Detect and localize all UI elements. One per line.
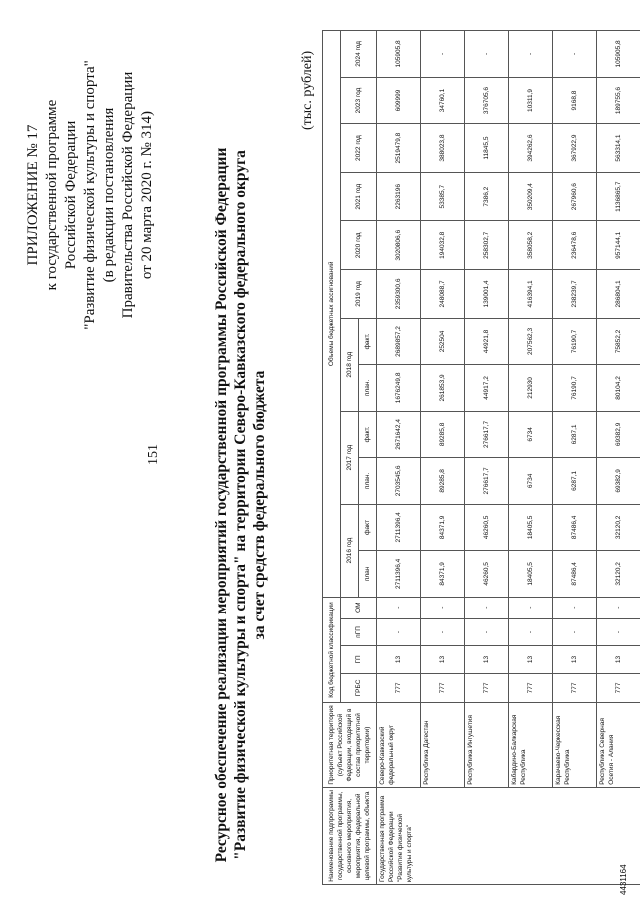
grbs-cell: 777 xyxy=(597,673,640,703)
value-cell: 6734 xyxy=(509,411,553,457)
value-cell: - xyxy=(421,31,465,78)
value-cell: 3020806,6 xyxy=(377,221,421,270)
pgp-cell: - xyxy=(377,618,421,645)
value-cell: 276617,7 xyxy=(465,411,509,457)
appendix-line: Российской Федерации xyxy=(63,120,79,270)
table-row xyxy=(377,31,421,885)
territory-cell: Кабардино-Балкарская Республика xyxy=(509,703,553,788)
title-line: "Развитие физической культуры и спорта" на территории Северо-Кавказского федерального округа xyxy=(232,150,249,860)
header-2018-fact: факт. xyxy=(359,318,377,364)
value-cell: 89285,8 xyxy=(421,411,465,457)
table-row xyxy=(421,31,465,885)
value-cell: 46260,5 xyxy=(465,504,509,550)
om-cell: - xyxy=(377,597,421,618)
page-number: 151 xyxy=(146,444,161,465)
appendix-line: Правительства Российской Федерации xyxy=(120,71,136,319)
value-cell: 212930 xyxy=(509,365,553,411)
appendix-line: (в редакции постановления xyxy=(101,107,117,283)
gp-cell: 13 xyxy=(509,646,553,673)
value-cell: 6734 xyxy=(509,458,553,504)
value-cell: 84371,9 xyxy=(421,504,465,550)
header-2022: 2022 год xyxy=(341,124,377,173)
pgp-cell: - xyxy=(465,618,509,645)
value-cell: 267960,6 xyxy=(553,172,597,221)
value-cell: 44921,8 xyxy=(465,318,509,364)
value-cell: 89285,8 xyxy=(421,458,465,504)
value-cell: 376705,6 xyxy=(465,77,509,123)
territory-cell: Республика Ингушетия xyxy=(465,703,509,788)
value-cell: 276617,7 xyxy=(465,458,509,504)
appendix-header xyxy=(24,25,157,365)
header-budget-code: Код бюджетной классификации xyxy=(323,597,341,703)
value-cell: 261853,9 xyxy=(421,365,465,411)
territory-cell: Карачаево-Черкесская Республика xyxy=(553,703,597,788)
value-cell: 53385,7 xyxy=(421,172,465,221)
gp-cell: 13 xyxy=(597,646,640,673)
value-cell: 416394,1 xyxy=(509,270,553,319)
document-id-number: 4431164 xyxy=(619,864,628,895)
header-2016: 2016 год xyxy=(341,504,359,597)
appendix-line: от 20 марта 2020 г. № 314) xyxy=(139,110,155,280)
value-cell: 44917,2 xyxy=(465,365,509,411)
header-2018-plan: план. xyxy=(359,365,377,411)
value-cell: 9168,8 xyxy=(553,77,597,123)
value-cell: 350209,4 xyxy=(509,172,553,221)
value-cell: 563314,1 xyxy=(597,124,640,173)
value-cell: 87486,4 xyxy=(553,551,597,597)
pgp-cell: - xyxy=(553,618,597,645)
value-cell: 18405,5 xyxy=(509,551,553,597)
value-cell: 11845,5 xyxy=(465,124,509,173)
value-cell: 388023,8 xyxy=(421,124,465,173)
header-2024: 2024 год xyxy=(341,31,377,78)
header-gp: ГП xyxy=(341,646,377,673)
value-cell: 2689857,2 xyxy=(377,318,421,364)
value-cell: 2359300,6 xyxy=(377,270,421,319)
header-2021: 2021 год xyxy=(341,172,377,221)
value-cell: 238239,7 xyxy=(553,270,597,319)
header-2019: 2019 год xyxy=(341,270,377,319)
value-cell: - xyxy=(465,31,509,78)
value-cell: 87486,4 xyxy=(553,504,597,550)
table-row xyxy=(509,31,553,885)
value-cell: 367922,9 xyxy=(553,124,597,173)
territory-cell: Северо-Кавказский федеральный округ xyxy=(377,703,421,788)
gp-cell: 13 xyxy=(553,646,597,673)
grbs-cell: 777 xyxy=(509,673,553,703)
value-cell: 358058,2 xyxy=(509,221,553,270)
value-cell: 2711396,4 xyxy=(377,551,421,597)
value-cell: 80104,2 xyxy=(597,365,640,411)
gp-cell: 13 xyxy=(465,646,509,673)
header-name: Наименование подпрограммы государственной программы, основного мероприятия, мероприятия, федеральной целевой программы, объекта xyxy=(323,787,377,884)
value-cell: 105905,8 xyxy=(597,31,640,78)
value-cell: 105905,8 xyxy=(377,31,421,78)
grbs-cell: 777 xyxy=(421,673,465,703)
value-cell: 236478,6 xyxy=(553,221,597,270)
program-name-cell: Государственная программа Российской Федерации "Развитие физической культуры и спорта" xyxy=(377,787,640,884)
gp-cell: 13 xyxy=(421,646,465,673)
territory-cell: Республика Северная Осетия - Алания xyxy=(597,703,640,788)
value-cell: 46260,5 xyxy=(465,551,509,597)
grbs-cell: 777 xyxy=(553,673,597,703)
value-cell: 84371,9 xyxy=(421,551,465,597)
header-volumes: Объемы бюджетных ассигнований xyxy=(323,31,341,598)
header-pgp: пГП xyxy=(341,618,377,645)
value-cell: 2519479,8 xyxy=(377,124,421,173)
value-cell: 2703545,6 xyxy=(377,458,421,504)
value-cell: 957144,1 xyxy=(597,221,640,270)
header-2016-fact: факт xyxy=(359,504,377,550)
grbs-cell: 777 xyxy=(465,673,509,703)
header-2018: 2018 год xyxy=(341,318,359,411)
appendix-line: ПРИЛОЖЕНИЕ № 17 xyxy=(25,124,41,266)
value-cell: 194032,8 xyxy=(421,221,465,270)
header-2020: 2020 год xyxy=(341,221,377,270)
value-cell: 252504 xyxy=(421,318,465,364)
value-cell: 75852,2 xyxy=(597,318,640,364)
value-cell: 7386,2 xyxy=(465,172,509,221)
header-om: ОМ xyxy=(341,597,377,618)
value-cell: 2671642,4 xyxy=(377,411,421,457)
value-cell: 34760,1 xyxy=(421,77,465,123)
value-cell: 609999 xyxy=(377,77,421,123)
value-cell: - xyxy=(509,31,553,78)
territory-cell: Республика Дагестан xyxy=(421,703,465,788)
appendix-line: "Развитие физической культуры и спорта" xyxy=(82,60,98,330)
table-row xyxy=(465,31,509,885)
value-cell: 6287,1 xyxy=(553,411,597,457)
value-cell: 76190,7 xyxy=(553,318,597,364)
value-cell: 258302,7 xyxy=(465,221,509,270)
resource-table xyxy=(322,30,640,885)
value-cell: 2711396,4 xyxy=(377,504,421,550)
header-grbs: ГРБС xyxy=(341,673,377,703)
header-2017-fact: факт. xyxy=(359,411,377,457)
header-2017: 2017 год xyxy=(341,411,359,504)
value-cell: 76190,7 xyxy=(553,365,597,411)
value-cell: 286804,1 xyxy=(597,270,640,319)
value-cell: 32120,2 xyxy=(597,551,640,597)
om-cell: - xyxy=(597,597,640,618)
grbs-cell: 777 xyxy=(377,673,421,703)
header-territory: Приоритетная территория (субъект Российской Федерации, входящий в состав приоритетной территории) xyxy=(323,703,377,788)
value-cell: 2263196 xyxy=(377,172,421,221)
header-2017-plan: план. xyxy=(359,458,377,504)
value-cell: 248088,7 xyxy=(421,270,465,319)
pgp-cell: - xyxy=(509,618,553,645)
value-cell: 139001,4 xyxy=(465,270,509,319)
units-label: (тыс. рублей) xyxy=(300,50,315,130)
value-cell: 1136865,7 xyxy=(597,172,640,221)
pgp-cell: - xyxy=(597,618,640,645)
value-cell: 69382,9 xyxy=(597,458,640,504)
header-2016-plan: план xyxy=(359,551,377,597)
value-cell: 394262,6 xyxy=(509,124,553,173)
appendix-line: к государственной программе xyxy=(44,99,60,291)
value-cell: 1676249,8 xyxy=(377,365,421,411)
pgp-cell: - xyxy=(421,618,465,645)
title-line: Ресурсное обеспечение реализации мероприятий государственной программы Российской Федерации xyxy=(213,147,230,863)
value-cell: 189755,6 xyxy=(597,77,640,123)
document-title xyxy=(212,145,269,865)
title-line: за счет средств федерального бюджета xyxy=(251,370,268,640)
value-cell: - xyxy=(553,31,597,78)
table-row xyxy=(597,31,640,885)
gp-cell: 13 xyxy=(377,646,421,673)
value-cell: 207562,3 xyxy=(509,318,553,364)
table-row xyxy=(553,31,597,885)
om-cell: - xyxy=(421,597,465,618)
header-2023: 2023 год xyxy=(341,77,377,123)
om-cell: - xyxy=(465,597,509,618)
value-cell: 69382,9 xyxy=(597,411,640,457)
value-cell: 10311,9 xyxy=(509,77,553,123)
om-cell: - xyxy=(509,597,553,618)
value-cell: 18405,5 xyxy=(509,504,553,550)
value-cell: 6287,1 xyxy=(553,458,597,504)
value-cell: 32120,2 xyxy=(597,504,640,550)
om-cell: - xyxy=(553,597,597,618)
